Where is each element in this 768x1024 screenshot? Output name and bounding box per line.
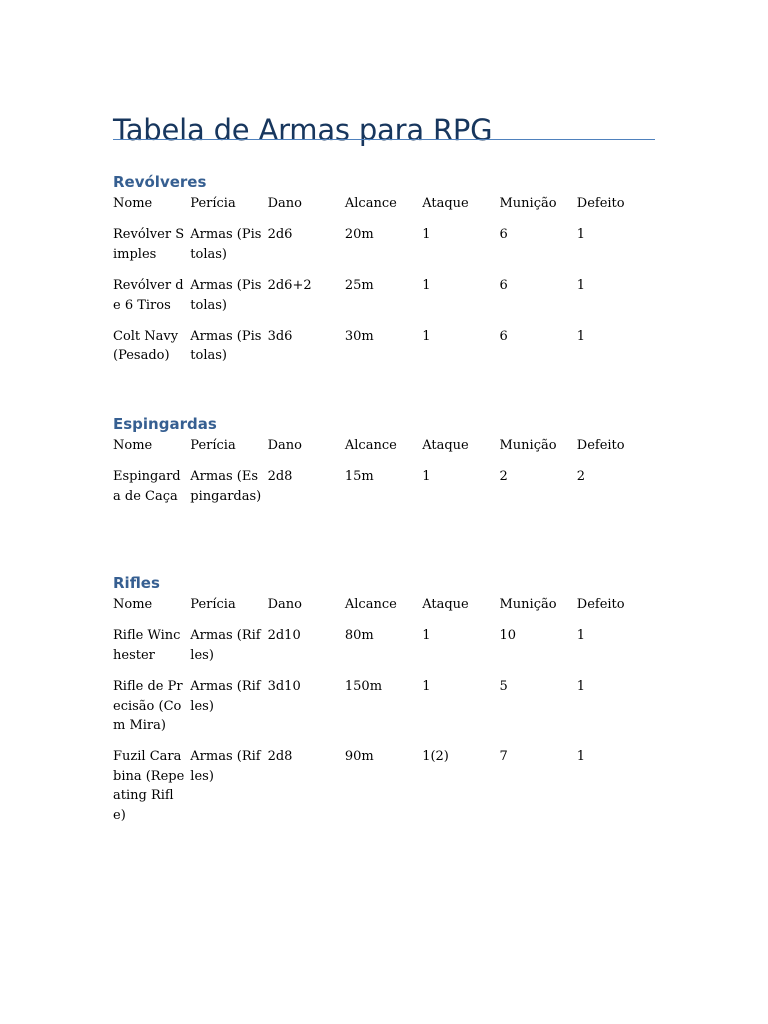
table-row: [113, 467, 654, 518]
cell-alcance: 150m: [344, 679, 383, 695]
column-header-dano: Dano: [267, 438, 302, 453]
table-header-row: [113, 194, 654, 225]
column-header-nome: Nome: [113, 597, 153, 612]
cell-municao: 6: [499, 278, 508, 294]
column-header-pericia: Perícia: [190, 438, 236, 453]
column-header-municao: Munição: [499, 438, 557, 453]
column-header-municao: Munição: [499, 597, 557, 612]
cell-nome: Fuzil Carabina (Repeating Rifle): [113, 749, 185, 823]
cell-dano: 3d10: [267, 679, 301, 695]
table-row: [113, 747, 654, 837]
cell-ataque: 1: [422, 227, 431, 243]
cell-ataque: 1(2): [422, 749, 449, 765]
cell-pericia: Armas (Pistolas): [190, 227, 262, 262]
cell-alcance: 15m: [344, 469, 374, 485]
section-espingardas: [113, 414, 673, 518]
cell-dano: 2d6: [267, 227, 293, 243]
cell-alcance: 20m: [344, 227, 374, 243]
cell-alcance: 80m: [344, 628, 374, 644]
column-header-alcance: Alcance: [344, 438, 397, 453]
title-underline: [113, 139, 655, 140]
table-row: [113, 225, 654, 276]
cell-pericia: Armas (Pistolas): [190, 329, 262, 364]
cell-alcance: 30m: [344, 329, 374, 345]
cell-defeito: 1: [576, 227, 586, 243]
cell-dano: 2d8: [267, 469, 293, 485]
section-heading: Revólveres: [113, 173, 207, 191]
column-header-municao: Munição: [499, 196, 557, 211]
column-header-ataque: Ataque: [422, 597, 469, 612]
cell-municao: 2: [499, 469, 508, 485]
section-heading: Rifles: [113, 574, 160, 592]
cell-defeito: 2: [576, 469, 586, 485]
weapons-table-espingardas: [113, 436, 654, 518]
column-header-defeito: Defeito: [576, 597, 625, 612]
cell-defeito: 1: [576, 329, 586, 345]
column-header-alcance: Alcance: [344, 597, 397, 612]
cell-municao: 6: [499, 227, 508, 243]
cell-municao: 7: [499, 749, 508, 765]
column-header-dano: Dano: [267, 597, 302, 612]
cell-dano: 2d8: [267, 749, 293, 765]
cell-pericia: Armas (Rifles): [190, 679, 261, 714]
cell-nome: Espingarda de Caça: [113, 469, 181, 504]
table-row: [113, 276, 654, 327]
cell-pericia: Armas (Rifles): [190, 628, 261, 663]
cell-ataque: 1: [422, 278, 431, 294]
cell-nome: Rifle Winchester: [113, 628, 181, 663]
cell-ataque: 1: [422, 469, 431, 485]
table-header-row: [113, 595, 654, 626]
cell-pericia: Armas (Pistolas): [190, 278, 262, 313]
table-row: [113, 677, 654, 747]
cell-dano: 2d10: [267, 628, 301, 644]
section-heading: Espingardas: [113, 415, 217, 433]
document-title: Tabela de Armas para RPG: [113, 113, 493, 148]
column-header-ataque: Ataque: [422, 196, 469, 211]
column-header-alcance: Alcance: [344, 196, 397, 211]
column-header-dano: Dano: [267, 196, 302, 211]
column-header-defeito: Defeito: [576, 438, 625, 453]
cell-defeito: 1: [576, 628, 586, 644]
column-header-nome: Nome: [113, 196, 153, 211]
column-header-pericia: Perícia: [190, 597, 236, 612]
cell-ataque: 1: [422, 679, 431, 695]
cell-dano: 2d6+2: [267, 278, 312, 294]
cell-nome: Revólver de 6 Tiros: [113, 278, 184, 313]
table-row: [113, 626, 654, 677]
column-header-nome: Nome: [113, 438, 153, 453]
table-header-row: [113, 436, 654, 467]
weapons-table-revolveres: [113, 194, 654, 378]
cell-nome: Revólver Simples: [113, 227, 185, 262]
cell-ataque: 1: [422, 329, 431, 345]
weapons-table-rifles: [113, 595, 654, 837]
table-row: [113, 327, 654, 378]
cell-pericia: Armas (Espingardas): [190, 469, 262, 504]
cell-defeito: 1: [576, 679, 586, 695]
cell-dano: 3d6: [267, 329, 293, 345]
cell-alcance: 25m: [344, 278, 374, 294]
column-header-ataque: Ataque: [422, 438, 469, 453]
cell-ataque: 1: [422, 628, 431, 644]
section-rifles: [113, 573, 673, 837]
cell-defeito: 1: [576, 749, 586, 765]
column-header-defeito: Defeito: [576, 196, 625, 211]
cell-nome: Rifle de Precisão (Com Mira): [113, 679, 183, 734]
section-revolveres: [113, 172, 673, 378]
column-header-pericia: Perícia: [190, 196, 236, 211]
cell-pericia: Armas (Rifles): [190, 749, 261, 784]
cell-alcance: 90m: [344, 749, 374, 765]
cell-nome: Colt Navy (Pesado): [113, 329, 179, 364]
cell-municao: 5: [499, 679, 508, 695]
cell-defeito: 1: [576, 278, 586, 294]
cell-municao: 10: [499, 628, 517, 644]
cell-municao: 6: [499, 329, 508, 345]
